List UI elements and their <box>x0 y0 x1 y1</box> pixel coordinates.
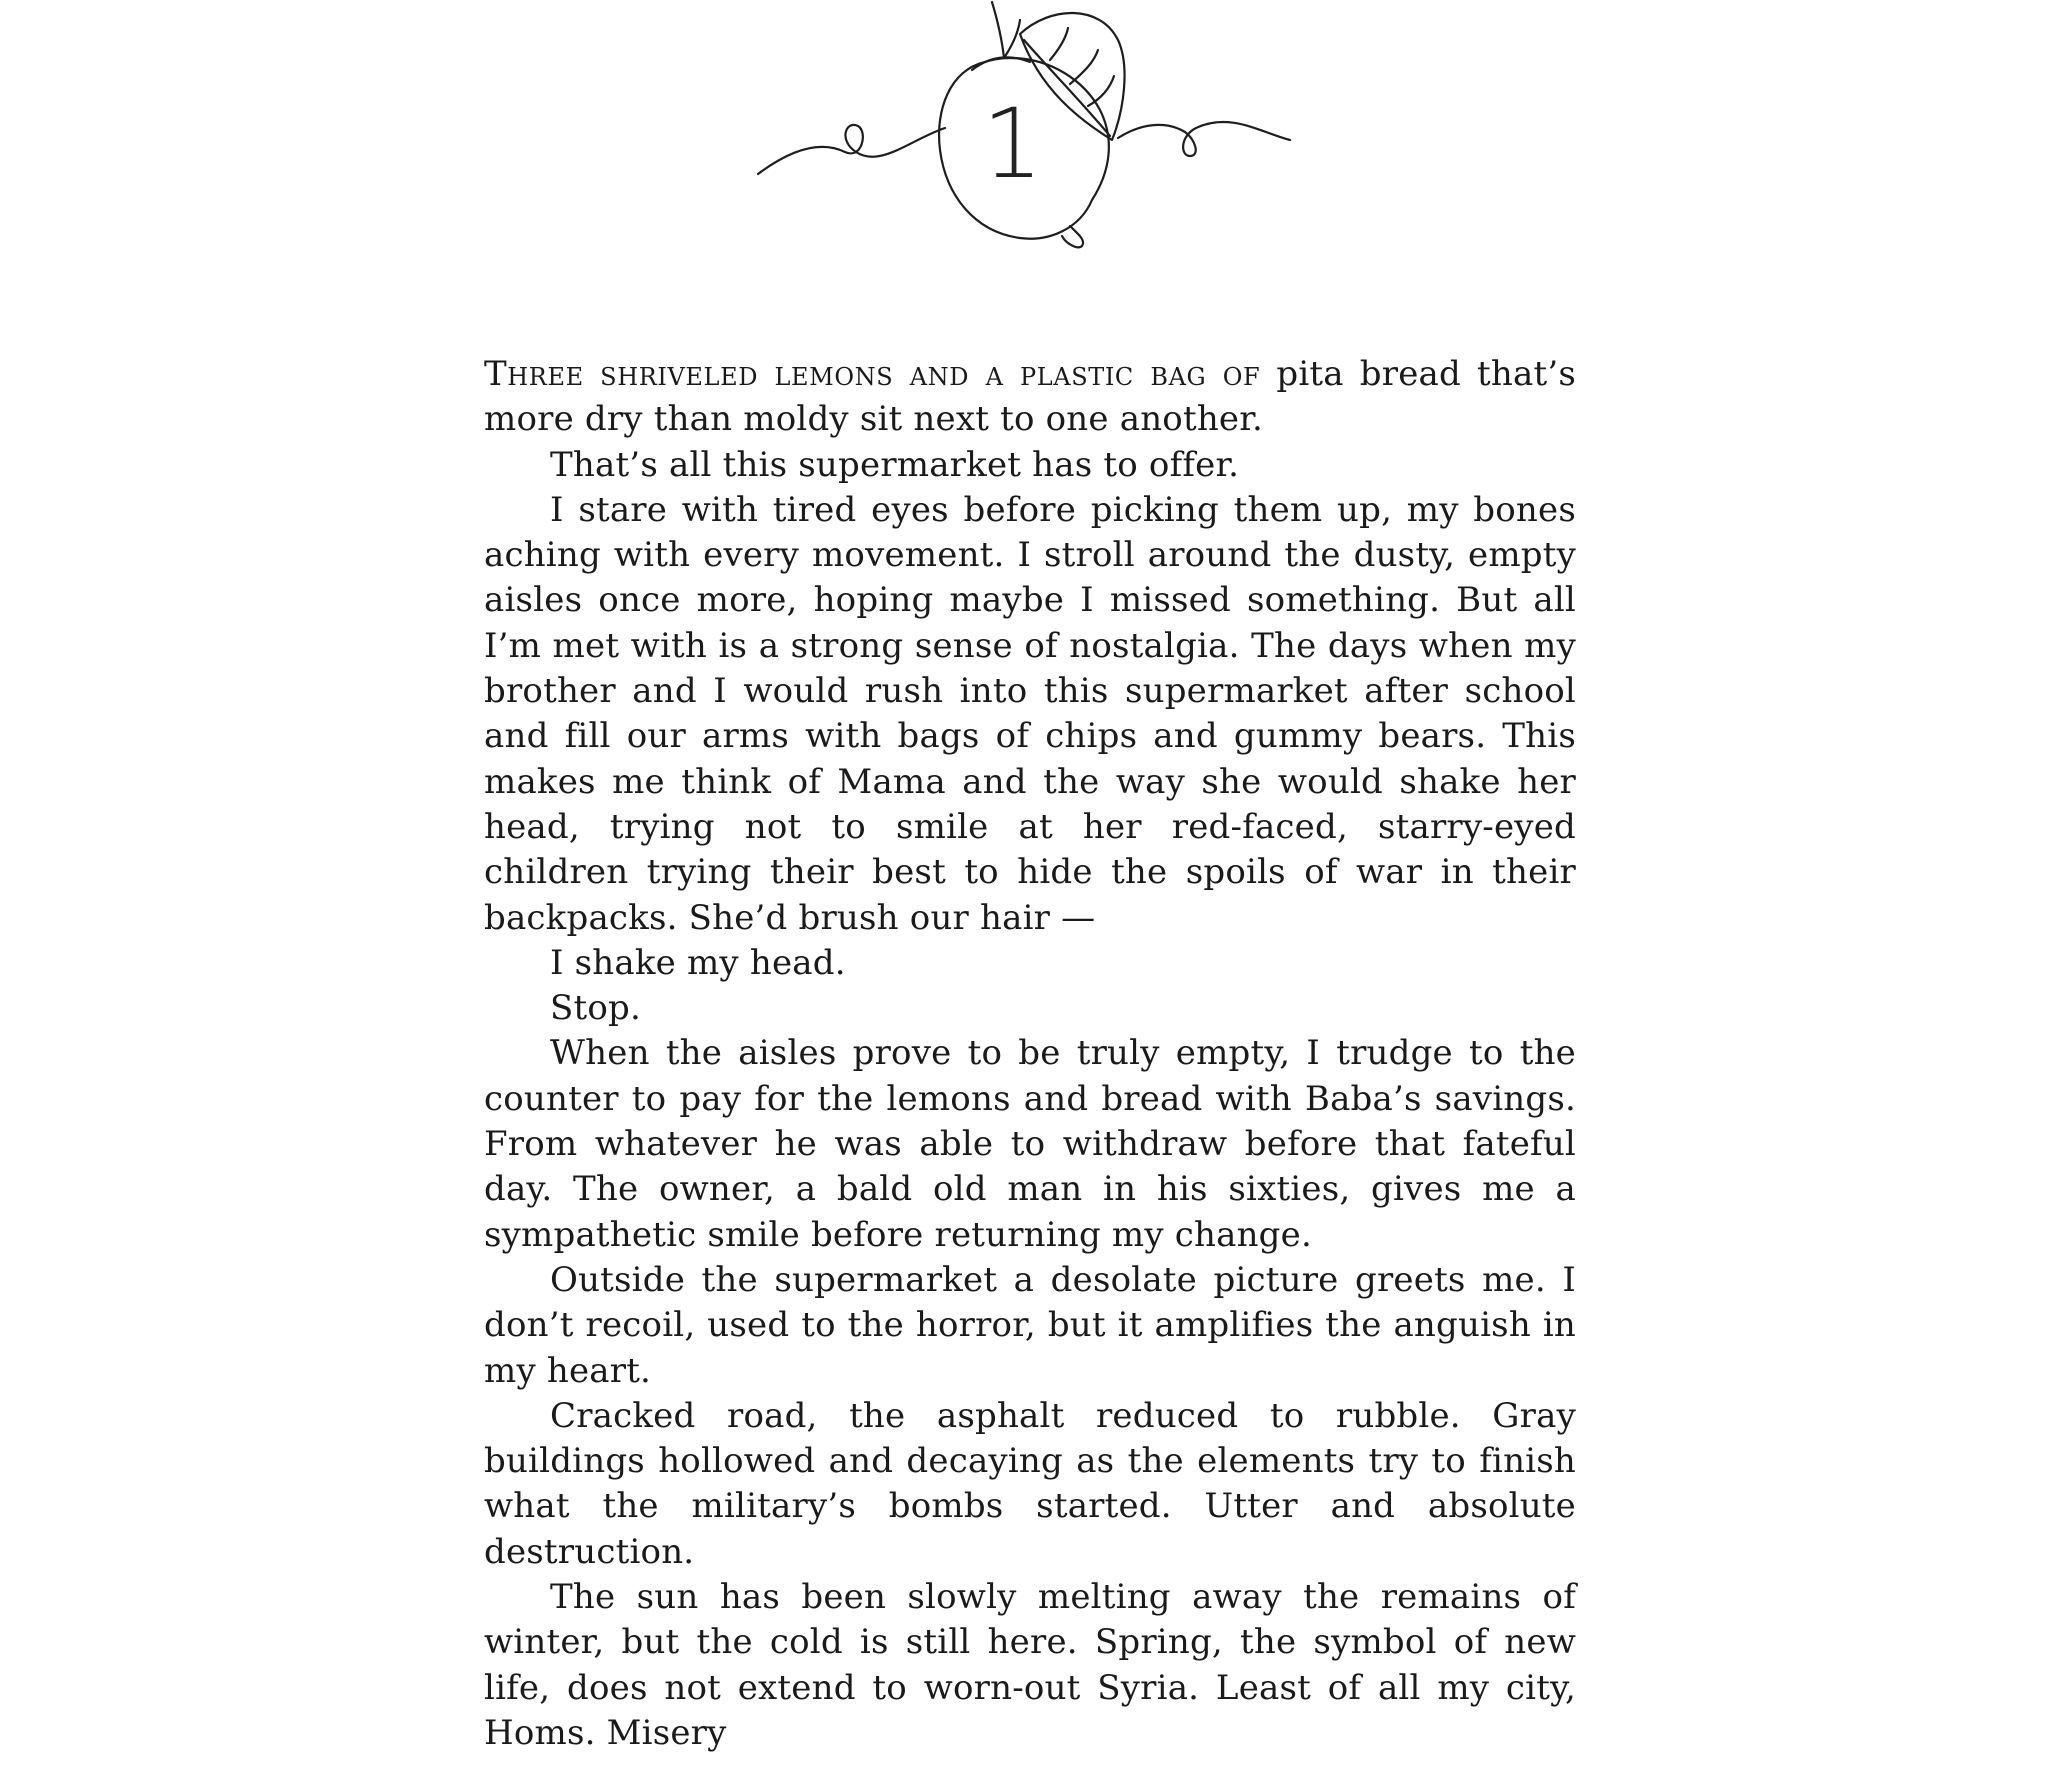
left-vine <box>758 125 945 174</box>
paragraph: Cracked road, the asphalt reduced to rubble. Gray buildings hollowed and decaying as the elements try to finish what the military’s bombs started. Utter and absolute destruction. <box>484 1395 1576 1572</box>
paragraph-text: pita bread that’s more dry than moldy sit next to one another. <box>484 354 1576 440</box>
chapter-body <box>484 352 1576 1756</box>
lemon-stem <box>992 2 1004 58</box>
paragraph: When the aisles prove to be truly empty, I trudge to the counter to pay for the lemons and bread with Baba’s savings. From whatever he was able to withdraw before that fateful day. The owner, a bald old man in his sixties, gives me a sympathetic smile before returning my change. <box>484 1033 1576 1255</box>
paragraph: Outside the supermarket a desolate picture greets me. I don’t recoil, used to the horror, but it amplifies the anguish in my heart. <box>484 1259 1576 1391</box>
paragraph: Stop. <box>550 988 641 1029</box>
paragraph <box>484 352 1576 443</box>
paragraph: I stare with tired eyes before picking them up, my bones aching with every movement. I stroll around the dusty, empty aisles once more, hoping maybe I missed something. But all I’m met with is a strong sense of nostalgia. The days when my brother and I would rush into this supermarket after school and fill our arms with bags of chips and gummy bears. This makes me think of Mama and the way she would shake her head, trying not to smile at her red-faced, starry-eyed children trying their best to hide the spoils of war in their backpacks. She’d brush our hair — <box>484 489 1576 938</box>
right-vine <box>1118 122 1290 156</box>
paragraph: That’s all this supermarket has to offer. <box>550 444 1240 485</box>
paragraph: I shake my head. <box>550 942 846 983</box>
paragraph: The sun has been slowly melting away the remains of winter, but the cold is still here. Spring, the symbol of new life, does not extend to worn-out Syria. Least of all my city, Homs. Misery <box>484 1577 1576 1753</box>
chapter-number: 1 <box>982 88 1044 200</box>
lead-in-smallcaps: Three shriveled lemons and a plastic bag of <box>484 354 1261 394</box>
